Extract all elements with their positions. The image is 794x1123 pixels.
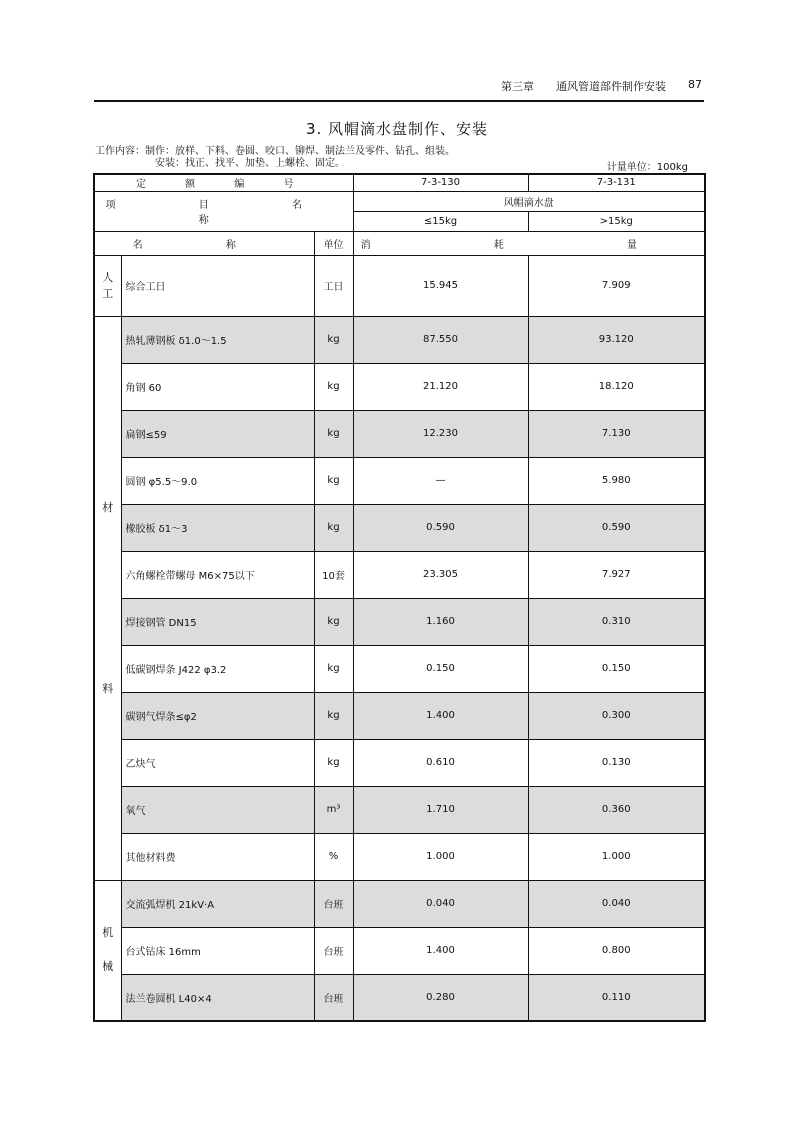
row-value-2: 0.110	[528, 974, 705, 1021]
category-machinery: 机 械	[94, 880, 121, 1021]
row-value-1: 87.550	[353, 316, 528, 363]
row-value-2: 7.927	[528, 551, 705, 598]
table-row	[94, 692, 705, 739]
row-unit: 台班	[314, 927, 353, 974]
row-unit: kg	[314, 645, 353, 692]
work-content	[95, 146, 455, 170]
row-unit: kg	[314, 457, 353, 504]
table-row	[94, 504, 705, 551]
row-value-1: 0.040	[353, 880, 528, 927]
row-name: 六角螺栓带螺母 M6×75以下	[121, 551, 314, 598]
row-name: 乙炔气	[121, 739, 314, 786]
group-title: 风帽滴水盘	[353, 191, 705, 211]
row-unit: 台班	[314, 974, 353, 1021]
row-unit: 工日	[314, 255, 353, 316]
row-value-2: 0.590	[528, 504, 705, 551]
page-title: 3. 风帽滴水盘制作、安装	[305, 120, 489, 138]
page-number: 87	[688, 78, 702, 91]
col-name-header: 名 称	[94, 231, 314, 255]
page-header	[94, 72, 704, 102]
row-unit: 台班	[314, 880, 353, 927]
row-value-1: 1.400	[353, 927, 528, 974]
work-content-line1: 工作内容：制作：放样、下料、卷圆、咬口、铆焊、制法兰及零件、钻孔、组装。	[95, 146, 455, 157]
table-row	[94, 833, 705, 880]
subitem-1: ≤15kg	[353, 211, 528, 231]
row-value-1: 0.590	[353, 504, 528, 551]
row-name: 焊接钢管 DN15	[121, 598, 314, 645]
unit-label: 计量单位：100kg	[606, 162, 688, 173]
row-value-1: 1.160	[353, 598, 528, 645]
row-value-2: 0.800	[528, 927, 705, 974]
table-row	[94, 786, 705, 833]
row-name: 低碳钢焊条 J422 φ3.2	[121, 645, 314, 692]
item-name-label: 项 目 名 称	[94, 191, 353, 231]
row-value-1: 12.230	[353, 410, 528, 457]
row-unit: kg	[314, 598, 353, 645]
row-unit: kg	[314, 504, 353, 551]
row-value-2: 0.300	[528, 692, 705, 739]
row-name: 角钢 60	[121, 363, 314, 410]
table-row	[94, 645, 705, 692]
table-row	[94, 363, 705, 410]
row-name: 氧气	[121, 786, 314, 833]
row-name: 热轧薄钢板 δ1.0～1.5	[121, 316, 314, 363]
row-name: 综合工日	[121, 255, 314, 316]
row-value-1: —	[353, 457, 528, 504]
row-value-1: 15.945	[353, 255, 528, 316]
row-unit: kg	[314, 739, 353, 786]
quota-code-1: 7-3-130	[353, 174, 528, 191]
row-name: 其他材料费	[121, 833, 314, 880]
category-material: 材 料	[94, 316, 121, 880]
table-row	[94, 739, 705, 786]
table-row	[94, 598, 705, 645]
row-unit: 10套	[314, 551, 353, 598]
row-value-1: 1.710	[353, 786, 528, 833]
work-content-line2: 安装：找正、找平、加垫、上螺栓、固定。	[155, 158, 345, 169]
row-value-2: 1.000	[528, 833, 705, 880]
subitem-2: >15kg	[528, 211, 705, 231]
col-unit-header: 单位	[314, 231, 353, 255]
row-name: 台式钻床 16mm	[121, 927, 314, 974]
row-unit: %	[314, 833, 353, 880]
table-row	[94, 316, 705, 363]
row-unit: kg	[314, 410, 353, 457]
row-value-2: 5.980	[528, 457, 705, 504]
quota-code-label: 定 额 编 号	[94, 174, 353, 191]
row-value-2: 0.150	[528, 645, 705, 692]
row-name: 法兰卷圆机 L40×4	[121, 974, 314, 1021]
row-value-1: 1.400	[353, 692, 528, 739]
row-name: 交流弧焊机 21kV·A	[121, 880, 314, 927]
row-value-2: 7.130	[528, 410, 705, 457]
table-row	[94, 457, 705, 504]
chapter-label: 第三章	[501, 80, 534, 93]
row-name: 碳钢气焊条≤φ2	[121, 692, 314, 739]
row-name: 扁钢≤59	[121, 410, 314, 457]
row-value-1: 21.120	[353, 363, 528, 410]
quota-code-2: 7-3-131	[528, 174, 705, 191]
row-name: 橡胶板 δ1～3	[121, 504, 314, 551]
table-row	[94, 880, 705, 927]
table-row	[94, 255, 705, 316]
col-consumption-header: 消 耗 量	[353, 231, 705, 255]
row-unit: kg	[314, 692, 353, 739]
row-value-2: 0.040	[528, 880, 705, 927]
table-row	[94, 551, 705, 598]
row-value-1: 1.000	[353, 833, 528, 880]
row-unit: kg	[314, 363, 353, 410]
row-value-2: 0.310	[528, 598, 705, 645]
row-value-1: 0.610	[353, 739, 528, 786]
row-value-2: 7.909	[528, 255, 705, 316]
row-value-2: 0.130	[528, 739, 705, 786]
row-name: 圆钢 φ5.5～9.0	[121, 457, 314, 504]
section-label: 通风管道部件制作安装	[556, 80, 666, 93]
table-row	[94, 974, 705, 1021]
table-row	[94, 410, 705, 457]
row-value-2: 18.120	[528, 363, 705, 410]
row-unit: m³	[314, 786, 353, 833]
row-value-2: 93.120	[528, 316, 705, 363]
row-unit: kg	[314, 316, 353, 363]
table-row	[94, 927, 705, 974]
category-labor: 人 工	[94, 255, 121, 316]
row-value-1: 0.150	[353, 645, 528, 692]
quota-table	[93, 173, 706, 1022]
row-value-2: 0.360	[528, 786, 705, 833]
row-value-1: 0.280	[353, 974, 528, 1021]
row-value-1: 23.305	[353, 551, 528, 598]
